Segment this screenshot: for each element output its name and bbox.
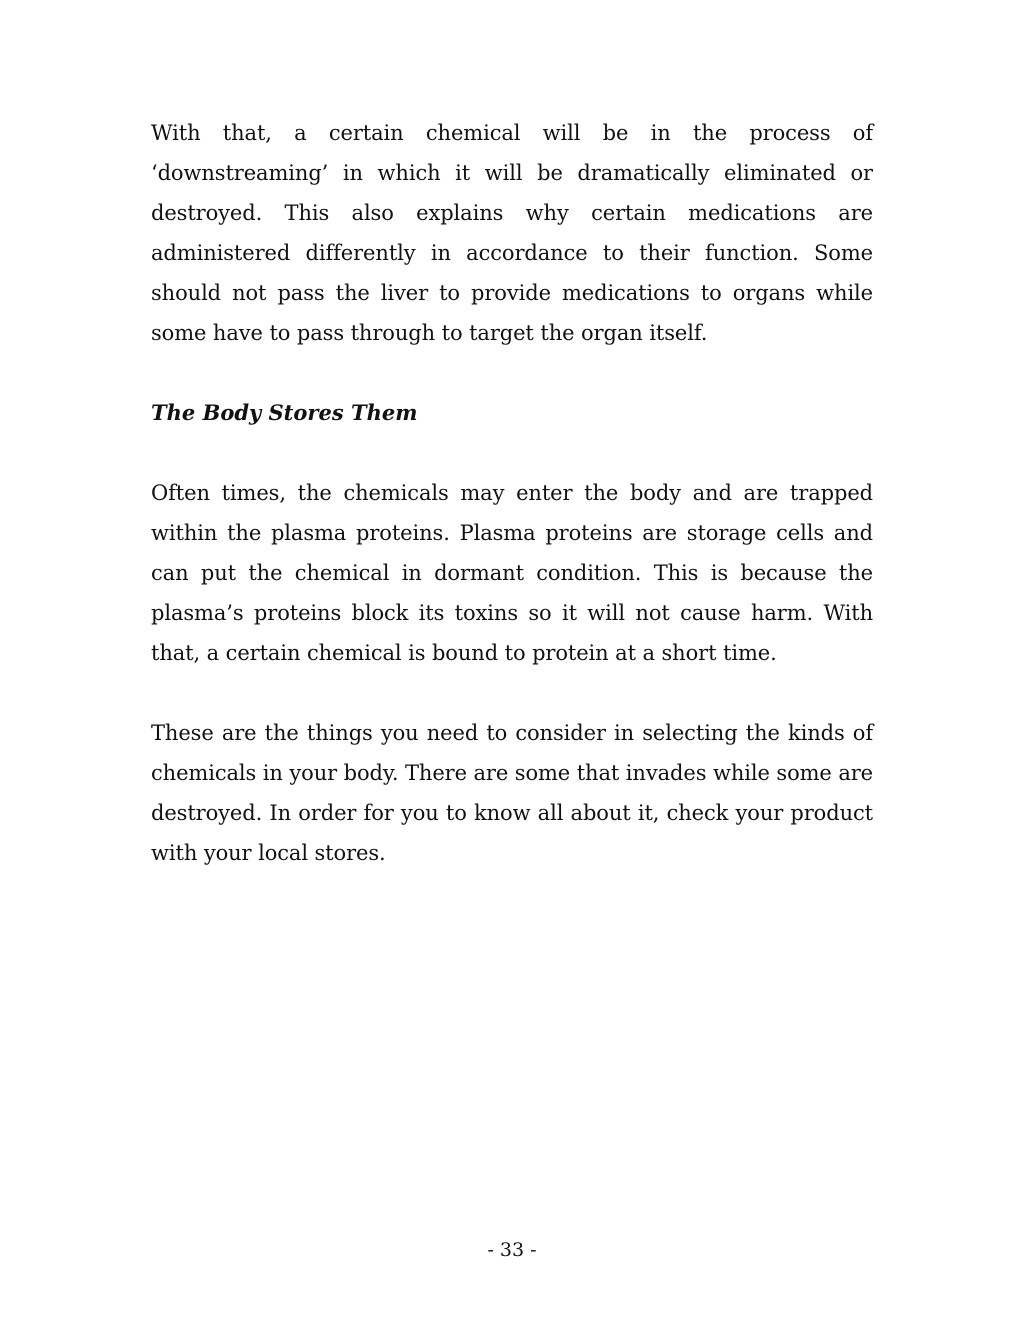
document-page: [151, 113, 873, 873]
page-number: - 33 -: [487, 1239, 537, 1261]
paragraph-conclusion: These are the things you need to consider in selecting the kinds of chemicals in your body. There are some that invades while some are destroyed. In order for you to know all about it, check your product with your local stores.: [151, 721, 874, 865]
section-heading: The Body Stores Them: [151, 400, 418, 425]
paragraph-downstreaming: With that, a certain chemical will be in the process of ‘downstreaming’ in which it will be dramatically eliminated or destroyed. This also explains why certain medications are administered differently in accordance to their function. Some should not pass the liver to provide medications to organs while some have to pass through to target the organ itself.: [151, 121, 873, 345]
paragraph-plasma-proteins: Often times, the chemicals may enter the body and are trapped within the plasma proteins. Plasma proteins are storage cells and can put the chemical in dormant condition. This is because the plasma’s proteins block its toxins so it will not cause harm. With that, a certain chemical is bound to protein at a short time.: [151, 481, 873, 665]
